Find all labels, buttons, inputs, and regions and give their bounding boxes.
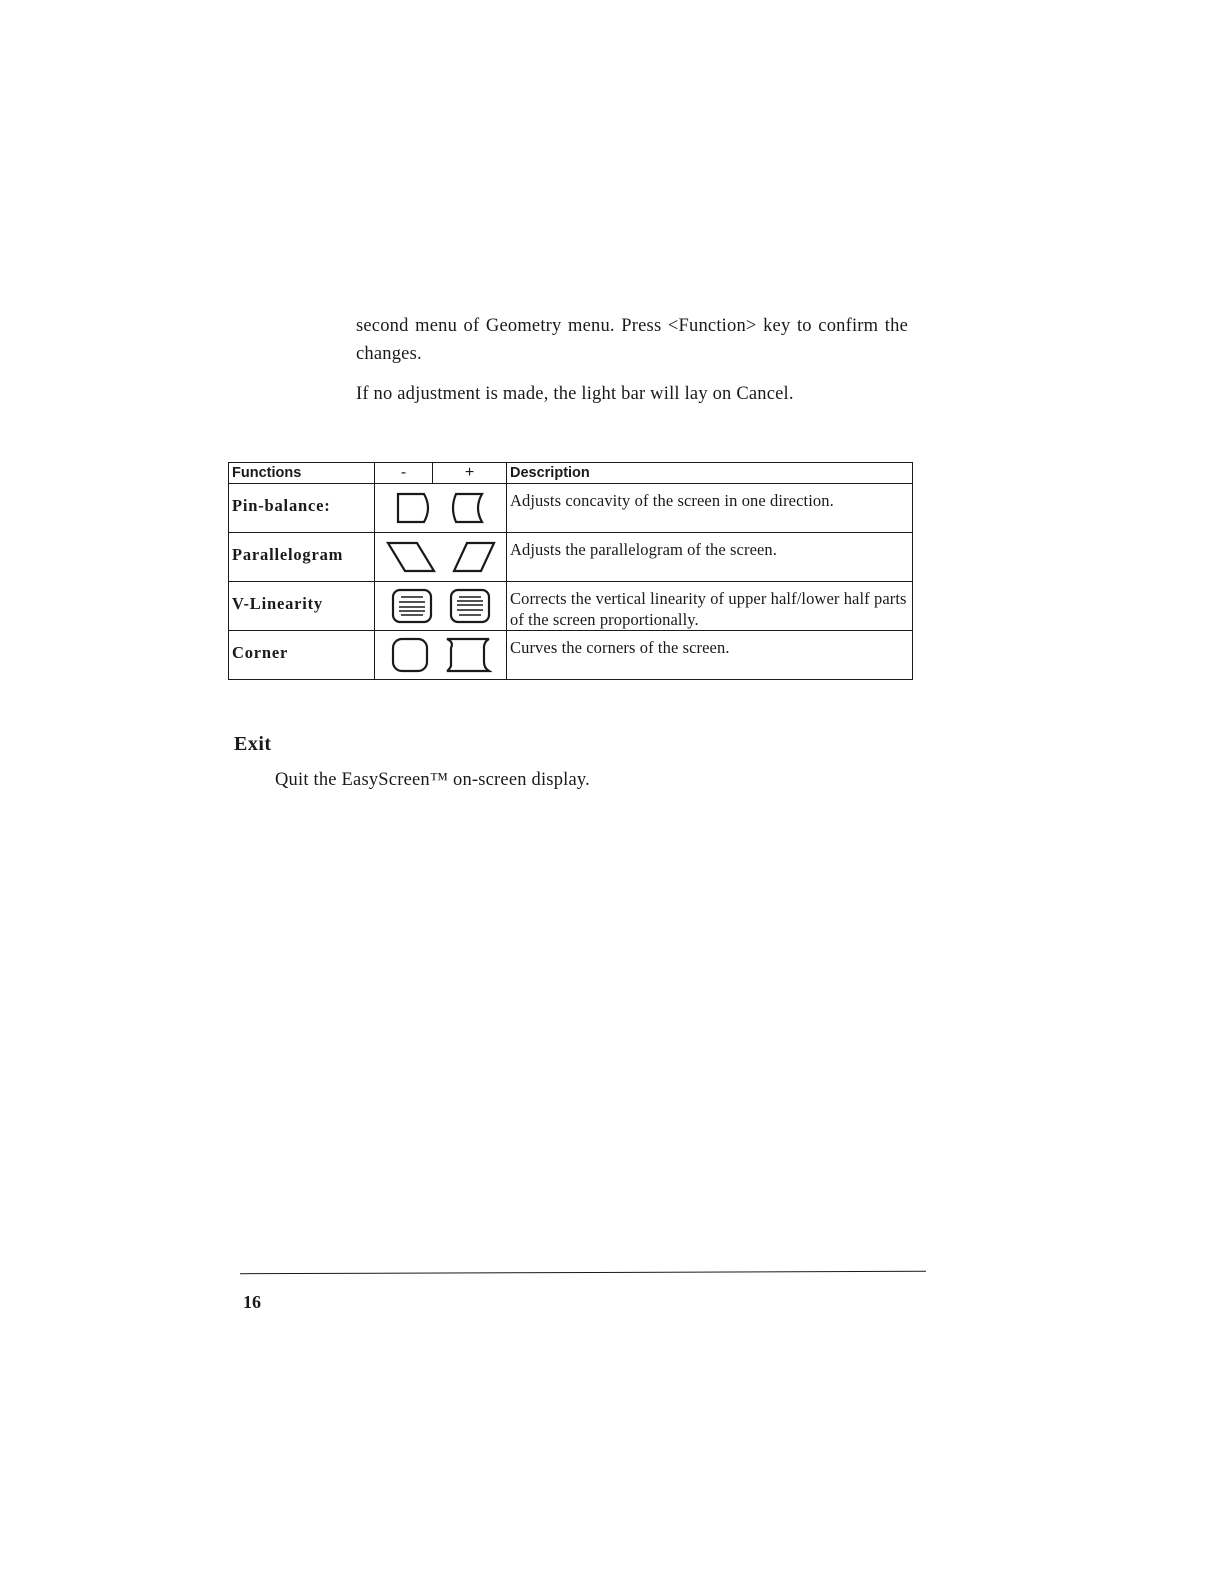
function-name: Corner	[229, 631, 375, 680]
parallelogram-plus-icon	[451, 539, 497, 575]
table-row	[229, 484, 913, 533]
table-row	[229, 533, 913, 582]
corner-minus-icon	[390, 636, 430, 674]
plus-header: +	[433, 463, 507, 484]
pin-balance-plus-icon	[448, 490, 488, 526]
geometry-functions-table	[228, 462, 913, 680]
table-row	[229, 582, 913, 631]
function-name: Pin-balance:	[229, 484, 375, 533]
page-number: 16	[243, 1292, 261, 1312]
minus-header: -	[375, 463, 433, 484]
footer-divider	[240, 1271, 926, 1274]
functions-header: Functions	[229, 463, 375, 484]
function-name: Parallelogram	[229, 533, 375, 582]
v-linearity-plus-icon	[448, 587, 492, 625]
parallelogram-minus-icon	[385, 539, 437, 575]
icon-cell	[375, 631, 507, 680]
pin-balance-minus-icon	[394, 490, 434, 526]
function-description: Adjusts concavity of the screen in one direction.	[507, 484, 913, 533]
exit-description: Quit the EasyScreen™ on-screen display.	[275, 770, 590, 790]
icon-cell	[375, 533, 507, 582]
intro-paragraph: second menu of Geometry menu. Press <Function> key to confirm the changes.	[356, 316, 908, 364]
description-header: Description	[507, 463, 913, 484]
table-row	[229, 631, 913, 680]
function-description: Curves the corners of the screen.	[507, 631, 913, 680]
function-name: V-Linearity	[229, 582, 375, 631]
function-description: Adjusts the parallelogram of the screen.	[507, 533, 913, 582]
corner-plus-icon	[444, 636, 492, 674]
icon-cell	[375, 582, 507, 631]
cancel-note: If no adjustment is made, the light bar will lay on Cancel.	[356, 384, 794, 404]
icon-cell	[375, 484, 507, 533]
v-linearity-minus-icon	[390, 587, 434, 625]
table-header-row	[229, 463, 913, 484]
function-description: Corrects the vertical linearity of upper half/lower half parts of the screen proportionally.	[507, 582, 913, 631]
exit-heading: Exit	[234, 733, 272, 755]
